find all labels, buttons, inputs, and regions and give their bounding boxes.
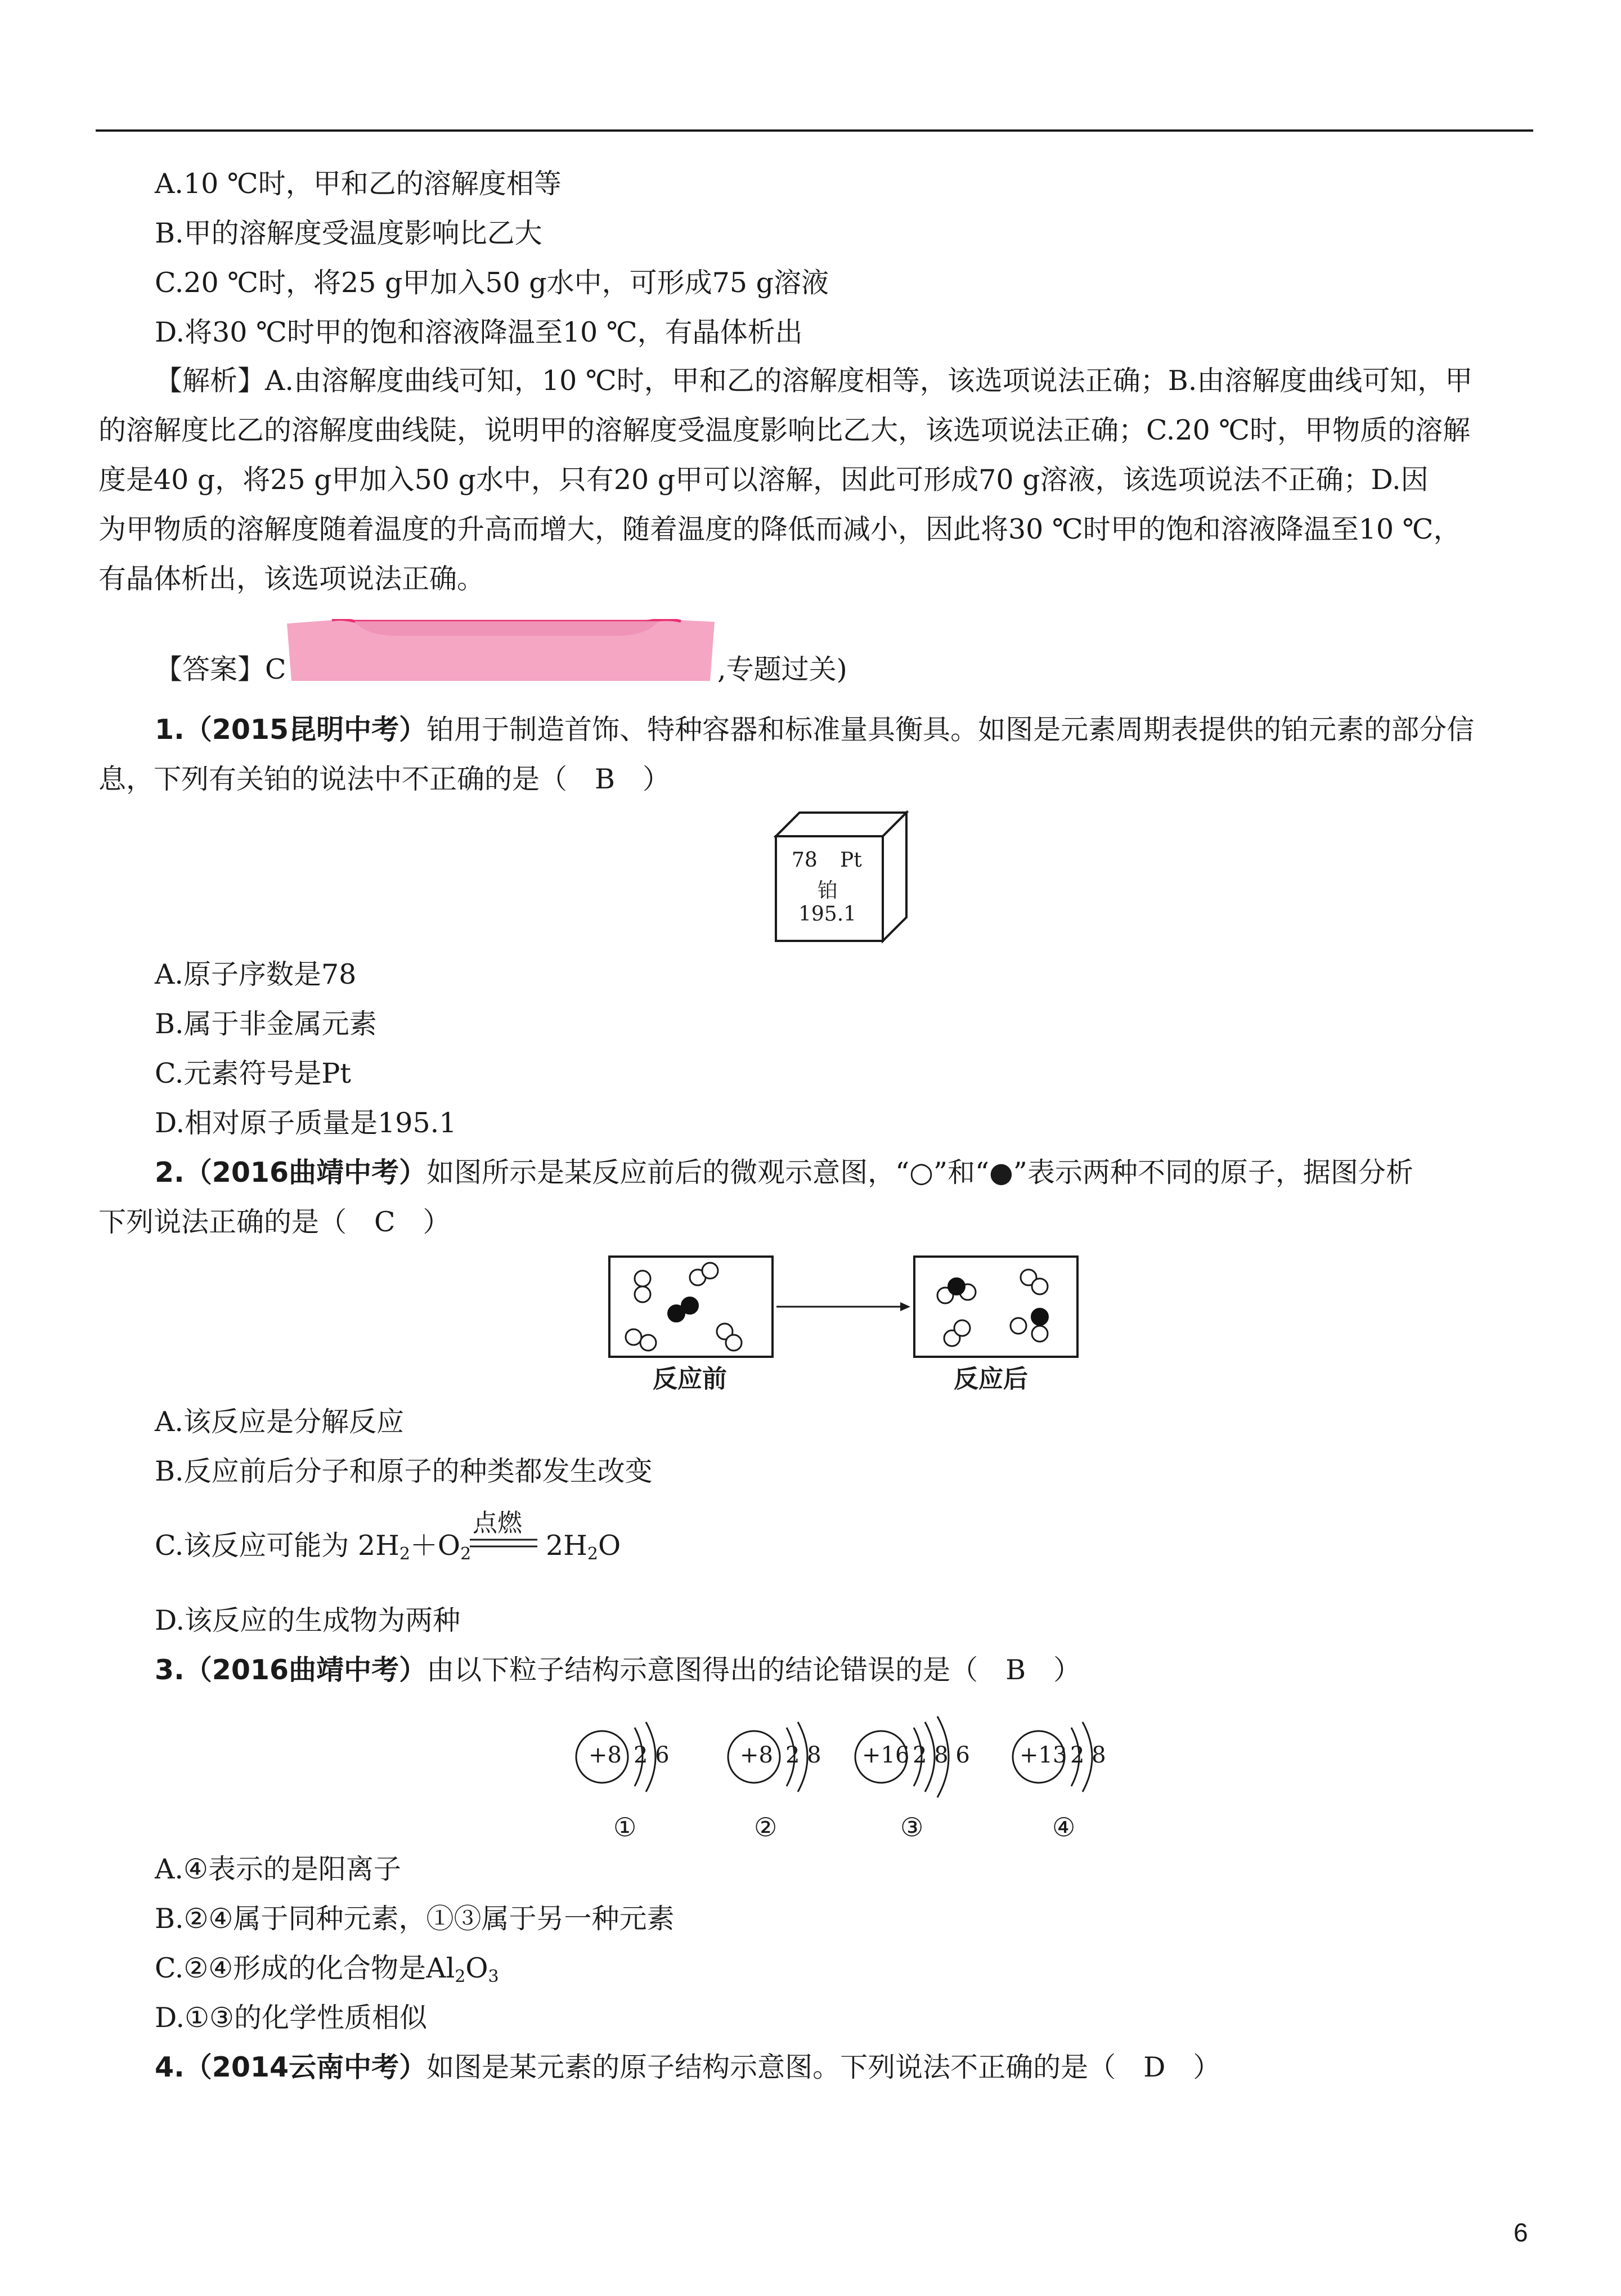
particle-4-electrons: 2 8 — [1070, 1742, 1106, 1768]
prev-option-d: D.将30 ℃时甲的饱和溶液降温至10 ℃，有晶体析出 — [155, 316, 803, 348]
q2-option-b: B.反应前后分子和原子的种类都发生改变 — [155, 1455, 653, 1487]
particle-2-nucleus: +8 — [740, 1742, 773, 1768]
element-mass: 195.1 — [798, 903, 857, 926]
q2-option-d: D.该反应的生成物为两种 — [155, 1604, 461, 1636]
answer-text: 【答案】C — [155, 653, 286, 685]
q1-option-d: D.相对原子质量是195.1 — [155, 1107, 457, 1139]
element-number: 78 — [792, 849, 818, 872]
equals-sign — [470, 1536, 537, 1550]
q4-source: （2014云南中考） — [184, 2051, 427, 2083]
particle-1-label: ① — [613, 1812, 637, 1842]
q3-option-c-text: C.②④形成的化合物是 — [155, 1952, 426, 1984]
element-name: 铂 — [818, 879, 838, 902]
q4-line-1 — [155, 2050, 1220, 2086]
q1-option-a: A.原子序数是78 — [155, 958, 357, 990]
q2-line-2: 下列说法正确的是（ C ） — [98, 1206, 451, 1238]
analysis-line-5: 有晶体析出，该选项说法正确。 — [98, 563, 485, 595]
particle-3-label: ③ — [900, 1812, 924, 1842]
q4-text: 如图是某元素的原子结构示意图。下列说法不正确的是（ D ） — [426, 2051, 1221, 2083]
particle-4-label: ④ — [1052, 1812, 1076, 1842]
header-rule — [96, 129, 1533, 132]
q1-number: 1. — [155, 714, 185, 746]
reaction-product: $2H_2O$ — [546, 1530, 621, 1564]
element-symbol: Pt — [840, 849, 862, 872]
particle-1-nucleus: +8 — [589, 1742, 622, 1768]
q2-option-a: A.该反应是分解反应 — [155, 1406, 404, 1438]
reaction-condition: 点燃 — [473, 1509, 522, 1537]
particle-2-label: ② — [754, 1812, 778, 1842]
particle-diagrams — [568, 1705, 1120, 1851]
particle-4-nucleus: +13 — [1020, 1742, 1067, 1768]
particle-1-electrons: 2 6 — [634, 1742, 670, 1768]
analysis-line-1: 【解析】A.由溶解度曲线可知，10 ℃时，甲和乙的溶解度相等，该选项说法正确；B.由溶解度曲线可知，甲 — [155, 365, 1473, 397]
q2-option-c: C.该反应可能为 $2H_2+O_2$ — [155, 1530, 472, 1564]
reaction-diagram — [608, 1255, 1092, 1362]
q2-source: （2016曲靖中考） — [184, 1156, 427, 1189]
q3-source: （2016曲靖中考） — [184, 1654, 427, 1686]
q2-line-1 — [155, 1155, 1413, 1191]
prev-option-a: A.10 ℃时，甲和乙的溶解度相等 — [155, 168, 562, 200]
q3-option-b: B.②④属于同种元素，①③属于另一种元素 — [155, 1903, 675, 1935]
page-number: 6 — [1514, 2218, 1528, 2247]
section-title: ,专题过关) — [717, 653, 847, 685]
q2-option-c-text: C.该反应可能为 — [155, 1530, 349, 1562]
q3-line-1 — [155, 1652, 1081, 1688]
q3-option-a: A.④表示的是阳离子 — [155, 1853, 401, 1885]
q3-number: 3. — [155, 1654, 185, 1686]
q2-number: 2. — [155, 1156, 185, 1189]
particle-3-electrons: 2 8 6 — [913, 1742, 970, 1768]
q4-number: 4. — [155, 2051, 185, 2083]
label-before-reaction: 反应前 — [653, 1365, 727, 1393]
q1-option-b: B.属于非金属元素 — [155, 1008, 377, 1040]
q3-option-d: D.①③的化学性质相似 — [155, 2002, 427, 2034]
q1-option-c: C.元素符号是Pt — [155, 1057, 351, 1089]
prev-option-c: C.20 ℃时，将25 g甲加入50 g水中，可形成75 g溶液 — [155, 267, 829, 299]
q1-source: （2015昆明中考） — [184, 714, 427, 746]
q3-text: 由以下粒子结构示意图得出的结论错误的是（ B ） — [426, 1654, 1081, 1686]
analysis-line-2: 的溶解度比乙的溶解度曲线陡，说明甲的溶解度受温度影响比乙大，该选项说法正确；C.20 ℃时，甲物质的溶解 — [98, 414, 1471, 446]
q2-text: 如图所示是某反应前后的微观示意图，“○”和“●”表示两种不同的原子，据图分析 — [426, 1156, 1413, 1189]
q1-line-2: 息，下列有关铂的说法中不正确的是（ B ） — [98, 763, 671, 795]
prev-option-b: B.甲的溶解度受温度影响比乙大 — [155, 217, 542, 249]
analysis-line-4: 为甲物质的溶解度随着温度的升高而增大，随着温度的降低而减小，因此将30 ℃时甲的饱和溶液降温至10 ℃， — [98, 513, 1461, 545]
pink-banner — [287, 619, 715, 681]
particle-3-nucleus: +16 — [862, 1742, 910, 1768]
q1-line-1 — [155, 712, 1474, 748]
q3-option-c: C.②④形成的化合物是$Al_2O_3$ — [155, 1952, 499, 1986]
element-card — [774, 810, 909, 945]
q1-text: 铂用于制造首饰、特种容器和标准量具衡具。如图是元素周期表提供的铂元素的部分信 — [426, 714, 1475, 746]
analysis-line-3: 度是40 g，将25 g甲加入50 g水中，只有20 g甲可以溶解，因此可形成70 g溶液，该选项说法不正确；D.因 — [98, 464, 1429, 496]
label-after-reaction: 反应后 — [954, 1365, 1028, 1393]
particle-2-electrons: 2 8 — [785, 1742, 821, 1768]
